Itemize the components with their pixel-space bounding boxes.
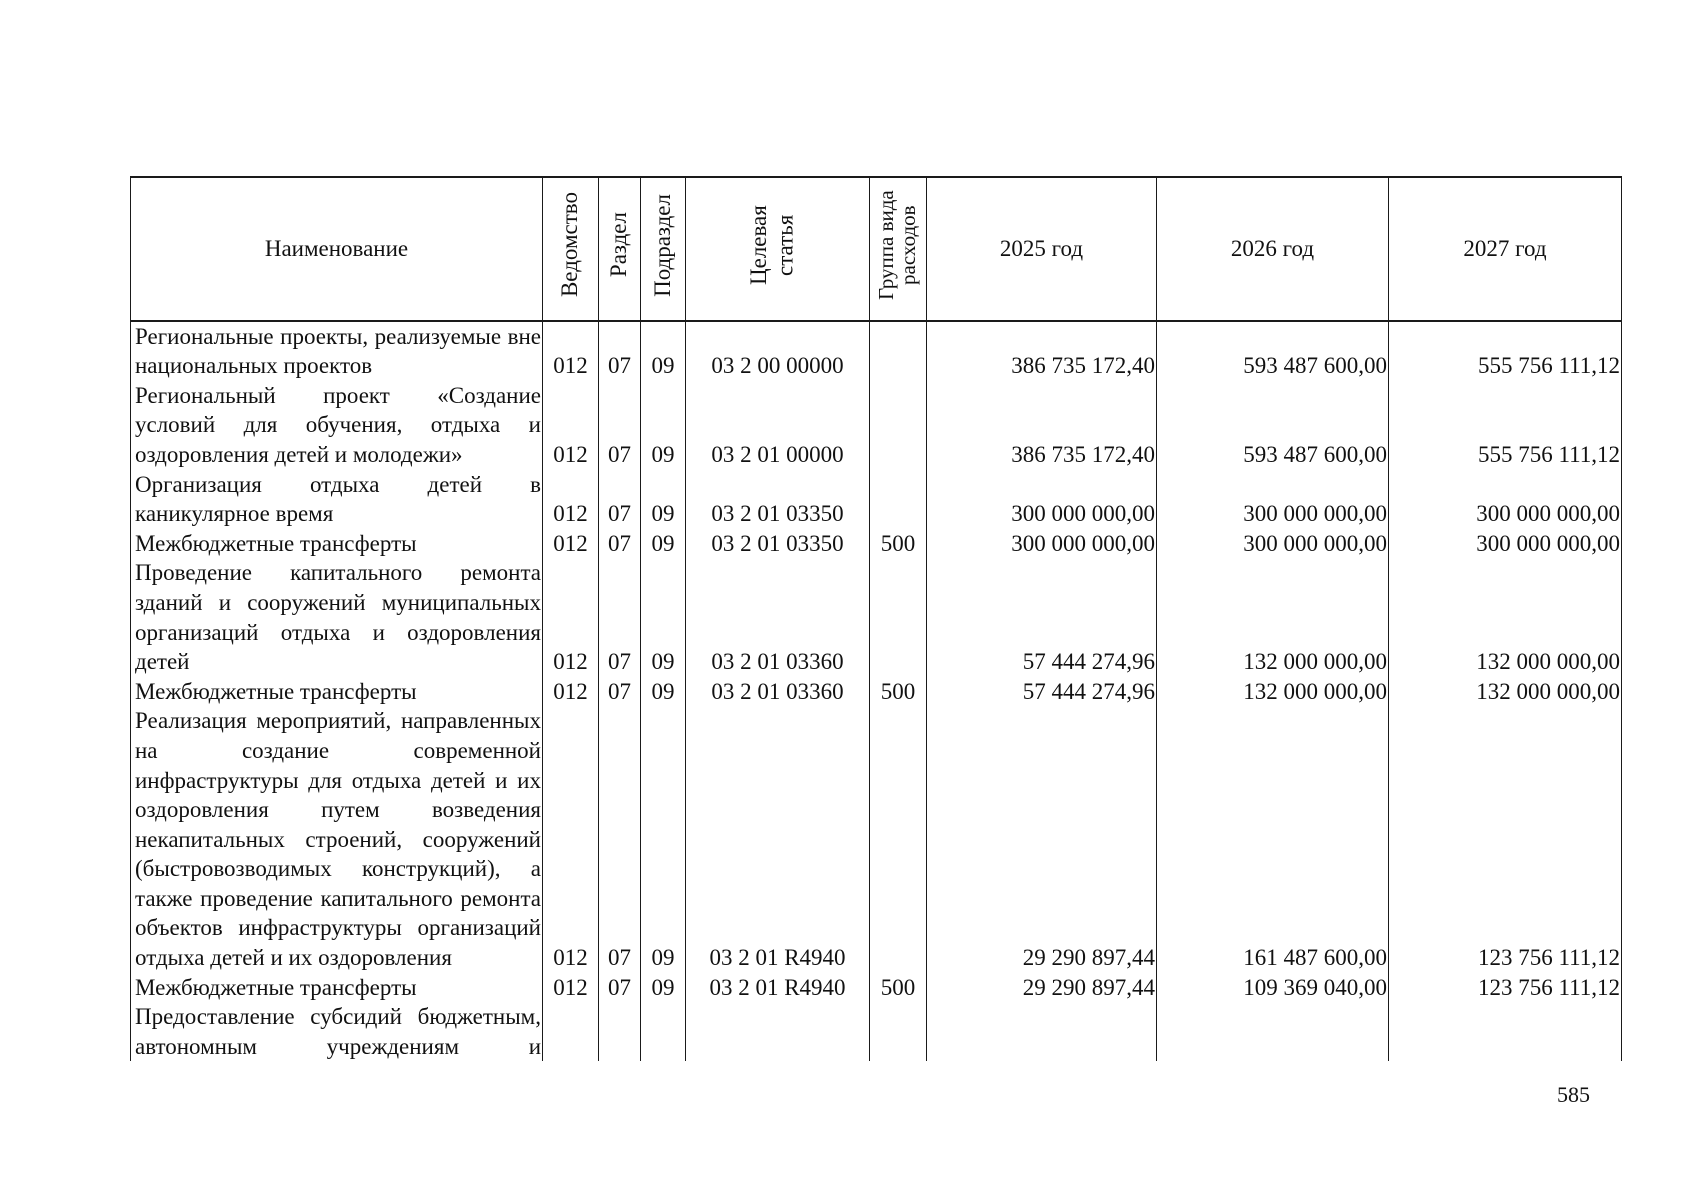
row-gruppa bbox=[870, 1002, 927, 1061]
row-celevaya-statya: 03 2 00 00000 bbox=[686, 321, 870, 381]
row-vedomstvo bbox=[543, 1002, 599, 1061]
row-gruppa: 500 bbox=[870, 529, 927, 559]
row-name: Межбюджетные трансферты bbox=[131, 529, 543, 559]
row-2025: 386 735 172,40 bbox=[927, 381, 1157, 470]
row-podrazdel: 09 bbox=[641, 706, 686, 972]
row-2026: 593 487 600,00 bbox=[1157, 321, 1389, 381]
row-celevaya-statya: 03 2 01 03360 bbox=[686, 677, 870, 707]
header-celevaya-statya: Целевая статья bbox=[686, 177, 870, 321]
row-2027: 123 756 111,12 bbox=[1389, 973, 1622, 1003]
row-name: Межбюджетные трансферты bbox=[131, 677, 543, 707]
table-row bbox=[131, 706, 1622, 972]
row-vedomstvo: 012 bbox=[543, 558, 599, 676]
row-2025 bbox=[927, 1002, 1157, 1061]
row-2026: 300 000 000,00 bbox=[1157, 470, 1389, 529]
row-2027: 555 756 111,12 bbox=[1389, 321, 1622, 381]
header-vedomstvo: Ведомство bbox=[543, 177, 599, 321]
row-razdel: 07 bbox=[599, 529, 641, 559]
table-row bbox=[131, 470, 1622, 529]
row-name: Региональный проект «Создание условий для обучения, отдыха и оздоровления детей и молодежи» bbox=[131, 381, 543, 470]
header-2027: 2027 год bbox=[1389, 177, 1622, 321]
row-vedomstvo: 012 bbox=[543, 381, 599, 470]
budget-table bbox=[130, 176, 1622, 1061]
header-name: Наименование bbox=[131, 177, 543, 321]
table-row bbox=[131, 529, 1622, 559]
row-2026: 593 487 600,00 bbox=[1157, 381, 1389, 470]
header-podrazdel: Подраздел bbox=[641, 177, 686, 321]
row-2026: 132 000 000,00 bbox=[1157, 677, 1389, 707]
row-2025: 300 000 000,00 bbox=[927, 529, 1157, 559]
row-2026: 109 369 040,00 bbox=[1157, 973, 1389, 1003]
row-podrazdel: 09 bbox=[641, 470, 686, 529]
row-gruppa bbox=[870, 706, 927, 972]
row-podrazdel: 09 bbox=[641, 973, 686, 1003]
row-2026 bbox=[1157, 1002, 1389, 1061]
row-name: Региональные проекты, реализуемые вне национальных проектов bbox=[131, 321, 543, 381]
row-gruppa bbox=[870, 321, 927, 381]
row-celevaya-statya: 03 2 01 R4940 bbox=[686, 973, 870, 1003]
header-gruppa-vida-rashodov: Группа вида расходов bbox=[870, 177, 927, 321]
row-celevaya-statya: 03 2 01 R4940 bbox=[686, 706, 870, 972]
row-vedomstvo: 012 bbox=[543, 973, 599, 1003]
row-vedomstvo: 012 bbox=[543, 706, 599, 972]
table-header-row bbox=[131, 177, 1622, 321]
row-vedomstvo: 012 bbox=[543, 321, 599, 381]
row-name: Организация отдыха детей в каникулярное время bbox=[131, 470, 543, 529]
row-name: Межбюджетные трансферты bbox=[131, 973, 543, 1003]
row-2027 bbox=[1389, 1002, 1622, 1061]
row-vedomstvo: 012 bbox=[543, 470, 599, 529]
row-2025: 300 000 000,00 bbox=[927, 470, 1157, 529]
row-razdel: 07 bbox=[599, 706, 641, 972]
header-razdel: Раздел bbox=[599, 177, 641, 321]
row-2026: 132 000 000,00 bbox=[1157, 558, 1389, 676]
row-celevaya-statya: 03 2 01 03360 bbox=[686, 558, 870, 676]
row-gruppa bbox=[870, 381, 927, 470]
table-row bbox=[131, 381, 1622, 470]
row-2026: 300 000 000,00 bbox=[1157, 529, 1389, 559]
row-razdel: 07 bbox=[599, 381, 641, 470]
row-2027: 132 000 000,00 bbox=[1389, 677, 1622, 707]
row-2025: 386 735 172,40 bbox=[927, 321, 1157, 381]
row-name: Проведение капитального ремонта зданий и сооружений муниципальных организаций отдыха и оздоровления детей bbox=[131, 558, 543, 676]
row-razdel: 07 bbox=[599, 677, 641, 707]
row-gruppa bbox=[870, 470, 927, 529]
page-number: 585 bbox=[1557, 1082, 1590, 1107]
row-2027: 300 000 000,00 bbox=[1389, 470, 1622, 529]
row-name: Предоставление субсидий бюджетным, автономным учреждениям и bbox=[131, 1002, 543, 1061]
row-celevaya-statya: 03 2 01 00000 bbox=[686, 381, 870, 470]
row-gruppa: 500 bbox=[870, 677, 927, 707]
table-row bbox=[131, 677, 1622, 707]
row-razdel bbox=[599, 1002, 641, 1061]
row-podrazdel: 09 bbox=[641, 677, 686, 707]
row-gruppa: 500 bbox=[870, 973, 927, 1003]
row-podrazdel: 09 bbox=[641, 321, 686, 381]
row-celevaya-statya bbox=[686, 1002, 870, 1061]
row-name: Реализация мероприятий, направленных на создание современной инфраструктуры для отдыха детей и их оздоровления путем возведения некапитальных строений, сооружений (быстровозводимых конструкций), а также проведение капитального ремонта объектов инфраструктуры организаций отдыха детей и их оздоровления bbox=[131, 706, 543, 972]
row-2027: 555 756 111,12 bbox=[1389, 381, 1622, 470]
row-2025: 57 444 274,96 bbox=[927, 677, 1157, 707]
row-vedomstvo: 012 bbox=[543, 677, 599, 707]
row-celevaya-statya: 03 2 01 03350 bbox=[686, 470, 870, 529]
table-row bbox=[131, 321, 1622, 381]
table-row bbox=[131, 1002, 1622, 1061]
header-2026: 2026 год bbox=[1157, 177, 1389, 321]
row-2025: 29 290 897,44 bbox=[927, 706, 1157, 972]
header-2025: 2025 год bbox=[927, 177, 1157, 321]
row-2027: 123 756 111,12 bbox=[1389, 706, 1622, 972]
row-podrazdel: 09 bbox=[641, 529, 686, 559]
row-podrazdel: 09 bbox=[641, 558, 686, 676]
row-celevaya-statya: 03 2 01 03350 bbox=[686, 529, 870, 559]
row-2026: 161 487 600,00 bbox=[1157, 706, 1389, 972]
table-row bbox=[131, 558, 1622, 676]
row-2027: 300 000 000,00 bbox=[1389, 529, 1622, 559]
row-razdel: 07 bbox=[599, 470, 641, 529]
row-podrazdel: 09 bbox=[641, 381, 686, 470]
row-2025: 57 444 274,96 bbox=[927, 558, 1157, 676]
table-row bbox=[131, 973, 1622, 1003]
row-podrazdel bbox=[641, 1002, 686, 1061]
row-vedomstvo: 012 bbox=[543, 529, 599, 559]
row-razdel: 07 bbox=[599, 558, 641, 676]
row-2025: 29 290 897,44 bbox=[927, 973, 1157, 1003]
row-razdel: 07 bbox=[599, 973, 641, 1003]
row-gruppa bbox=[870, 558, 927, 676]
row-2027: 132 000 000,00 bbox=[1389, 558, 1622, 676]
row-razdel: 07 bbox=[599, 321, 641, 381]
